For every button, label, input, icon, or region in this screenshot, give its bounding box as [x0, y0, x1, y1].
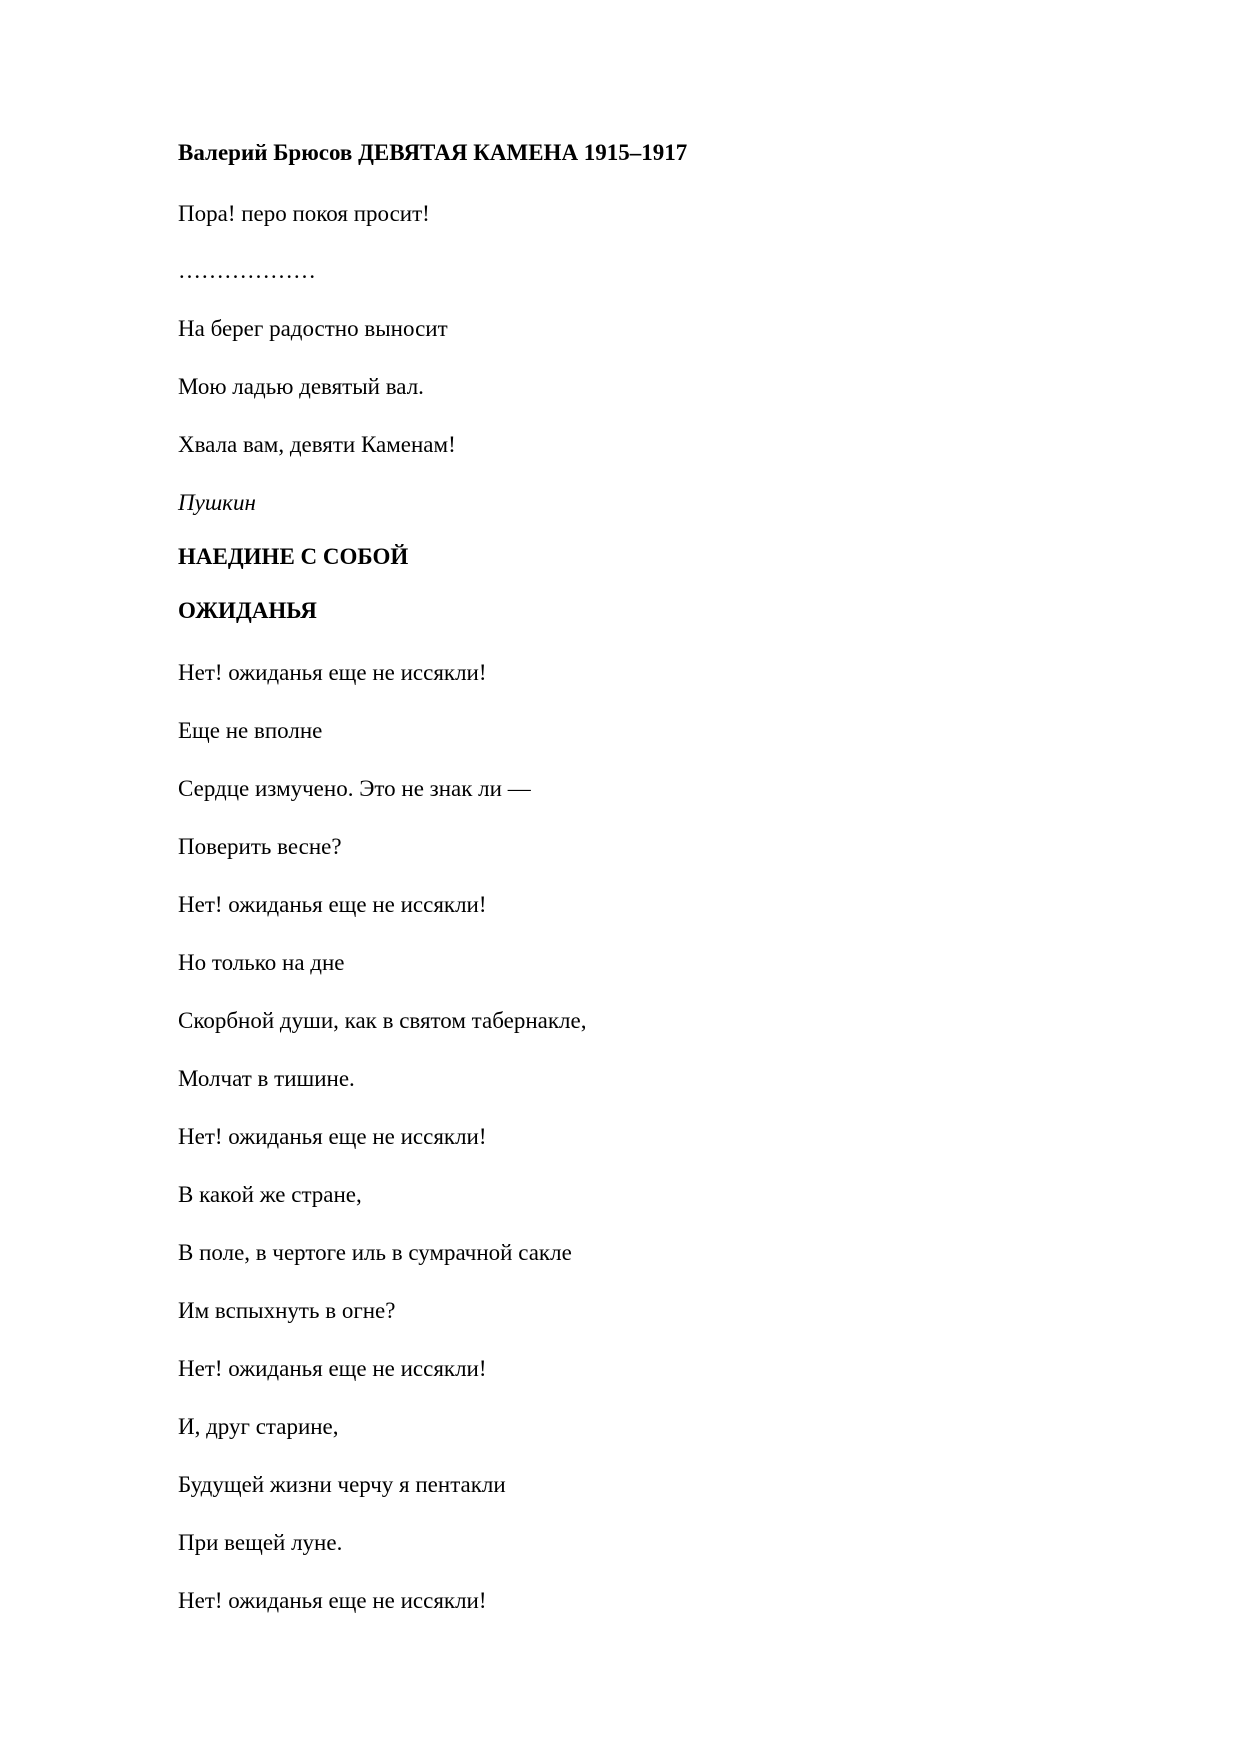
- poem-line: Поверить весне?: [178, 834, 342, 859]
- epigraph-line: Мою ладью девятый вал.: [178, 374, 424, 399]
- document-title: Валерий Брюсов ДЕВЯТАЯ КАМЕНА 1915–1917: [178, 140, 688, 165]
- poem-line: Еще не вполне: [178, 718, 323, 743]
- poem-line: И, друг старине,: [178, 1414, 339, 1439]
- poem-line: Нет! ожиданья еще не иссякли!: [178, 1588, 487, 1613]
- poem-line: Будущей жизни черчу я пентакли: [178, 1472, 506, 1497]
- poem-title: ОЖИДАНЬЯ: [178, 598, 317, 623]
- section-heading: НАЕДИНЕ С СОБОЙ: [178, 544, 409, 569]
- epigraph-line: На берег радостно выносит: [178, 316, 448, 341]
- poem-line: Скорбной души, как в святом табернакле,: [178, 1008, 587, 1033]
- poem-line: Нет! ожиданья еще не иссякли!: [178, 660, 487, 685]
- poem-line: Им вспыхнуть в огне?: [178, 1298, 396, 1323]
- poem-line: При вещей луне.: [178, 1530, 343, 1555]
- poem-line: Но только на дне: [178, 950, 345, 975]
- poem-line: Сердце измучено. Это не знак ли —: [178, 776, 531, 801]
- poem-line: Нет! ожиданья еще не иссякли!: [178, 1356, 487, 1381]
- epigraph-author: Пушкин: [178, 490, 256, 515]
- poem-line: В какой же стране,: [178, 1182, 362, 1207]
- poem-line: Нет! ожиданья еще не иссякли!: [178, 892, 487, 917]
- epigraph-ellipsis: ………………: [178, 258, 316, 283]
- epigraph-line: Хвала вам, девяти Каменам!: [178, 432, 456, 457]
- poem-line: Молчат в тишине.: [178, 1066, 355, 1091]
- epigraph-line: Пора! перо покоя просит!: [178, 201, 430, 226]
- poem-line: В поле, в чертоге иль в сумрачной сакле: [178, 1240, 572, 1265]
- poem-line: Нет! ожиданья еще не иссякли!: [178, 1124, 487, 1149]
